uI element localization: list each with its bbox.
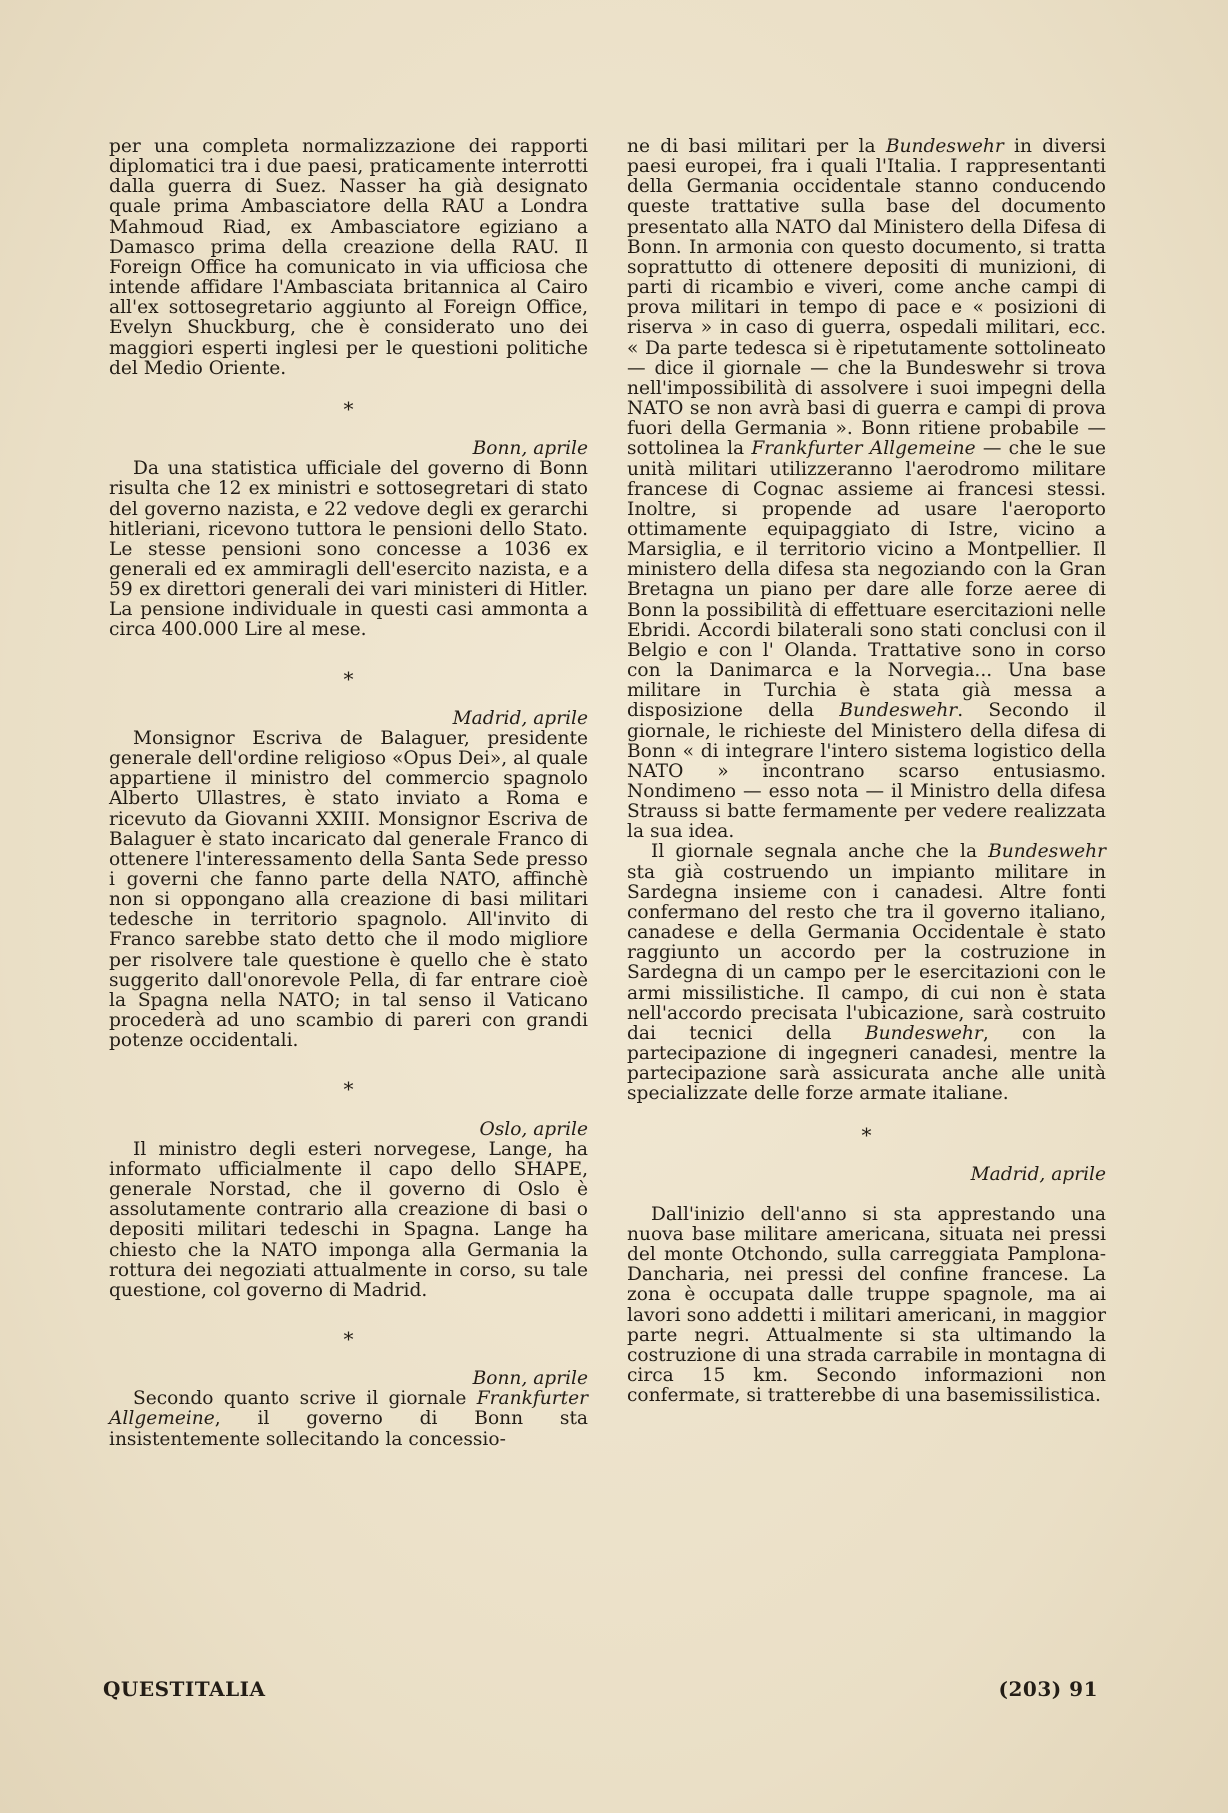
article-paragraph xyxy=(109,1389,588,1449)
article-paragraph: per una completa normalizzazione dei rapporti diplomatici tra i due paesi, praticamente interrotti dalla guerra di Suez. Nasser ha già designato quale prima Ambasciatore della RAU a Londra Mahmoud Riad, ex Ambasciatore egiziano a Damasco prima della creazione della RAU. Il Foreign Office ha comunicato in via ufficiosa che intende affidare l'Ambasciata britannica al Cairo all'ex sottosegretario aggiunto al Foreign Office, Evelyn Shuckburg, che è considerato uno dei maggiori esperti inglesi per le questioni politiche del Medio Oriente. xyxy=(109,136,588,379)
article-paragraph xyxy=(627,842,1106,1104)
article-paragraph: Da una statistica ufficiale del governo di Bonn risulta che 12 ex ministri e sottosegretari di stato del governo nazista, e 22 vedove degli ex gerarchi hitleriani, ricevono tuttora le pensioni dello Stato. Le stesse pensioni sono concesse a 1036 ex generali ed ex ammiragli dell'esercito nazista, e a 59 ex direttori generali dei vari ministeri di Hitler. La pensione individuale in questi casi ammonta a circa 400.000 Lire al mese. xyxy=(109,458,588,641)
dateline: Madrid, aprile xyxy=(452,707,588,729)
article-paragraph xyxy=(627,137,1106,842)
text-run: sta già costruendo un impianto militare in Sardegna insieme con i canadesi. Altre fonti confermano del resto che tra il governo italiano, canadese e della Germania Occidentale è stato raggiunto un accordo per la costruzione in Sardegna di un campo per le esercitazioni con le armi missilistiche. Il campo, di cui non è stata nell'accordo precisata l'ubicazione, sarà costruito dai tecnici della xyxy=(627,861,1106,1044)
italic-term: Bundeswehr xyxy=(988,841,1106,863)
section-separator-asterisk: * xyxy=(343,666,354,691)
article-paragraph: Il ministro degli esteri norvegese, Lange, ha informato ufficialmente il capo dello SHAPE, generale Norstad, che il governo di Oslo è assolutamente contrario alla creazione di basi o depositi militari tedeschi in Spagna. Lange ha chiesto che la NATO imponga alla Germania la rottura dei negoziati attualmente in corso, su tale questione, col governo di Madrid. xyxy=(109,1138,588,1301)
text-run: ne di basi militari per la xyxy=(627,136,886,157)
text-run: — che le sue unità militari utilizzeranno l'aerodromo militare francese di Cognac assieme ai francesi stessi. Inoltre, si propende ad usare l'aeroporto ottimamente equipaggiato di Istre, vicino a Marsiglia, e il territorio vicino a Montpellier. Il ministero della difesa sta negoziando con la Gran Bretagna un piano per dare alle forze aeree di Bonn la possibilità di effettuare esercitazioni nelle Ebridi. Accordi bilaterali sono stati conclusi con il Belgio e con l' Olanda. Trattative sono in corso con la Danimarca e la Norvegia... Una base militare in Turchia è stata già messa a disposizione della xyxy=(627,438,1106,722)
dateline: Bonn, aprile xyxy=(472,438,588,460)
dateline: Bonn, aprile xyxy=(472,1368,588,1390)
left-column xyxy=(109,137,588,1450)
dateline: Madrid, aprile xyxy=(970,1163,1106,1185)
article-paragraph: Monsignor Escriva de Balaguer, presidente generale dell'ordine religioso «Opus Dei», al quale appartiene il ministro del commercio spagnolo Alberto Ullastres, è stato inviato a Roma e ricevuto da Giovanni XXIII. Monsignor Escriva de Balaguer è stato incaricato dal generale Franco di ottenere l'interessamento della Santa Sede presso i governi che fanno parte della NATO, affinchè non si oppongano alla creazione di basi militari tedesche in territorio spagnolo. All'invito di Franco sarebbe stato detto che il modo migliore per risolvere tale questione è quello che è stato suggerito dall'onorevole Pella, di far entrare cioè la Spagna nella NATO; in tal senso il Vaticano procederà ad uno scambio di pareri con grandi potenze occidentali. xyxy=(109,727,588,1052)
section-separator-asterisk: * xyxy=(343,396,354,421)
section-separator-asterisk: * xyxy=(343,1077,354,1102)
italic-term: Bundeswehr xyxy=(885,136,1004,157)
italic-term: Bundeswehr xyxy=(839,700,958,722)
text-run: Il giornale segnala anche che la xyxy=(651,841,989,863)
section-separator-asterisk: * xyxy=(343,1326,354,1351)
newspaper-name: Frankfurter Allgemeine xyxy=(751,438,976,460)
page-number: (203) 91 xyxy=(998,1677,1098,1701)
dateline: Oslo, aprile xyxy=(479,1118,588,1140)
italic-term: Bundeswehr xyxy=(864,1022,983,1044)
journal-name: QUESTITALIA xyxy=(103,1677,266,1701)
right-column xyxy=(627,137,1106,1406)
article-paragraph: Dall'inizio dell'anno si sta apprestando una nuova base militare americana, situata nei pressi del monte Otchondo, sulla carreggiata Pamplona-Dancharia, nei pressi del confine francese. La zona è occupata dalle truppe spagnole, ma ai lavori sono addetti i militari americani, in maggior parte negri. Attualmente si sta ultimando la costruzione di una strada carrabile in montagna di circa 15 km. Secondo informazioni non confermate, si tratterebbe di una basemissilistica. xyxy=(627,1203,1106,1407)
text-run: in diversi paesi europei, fra i quali l'Italia. I rappresentanti della Germania occidentale stanno conducendo queste trattative sulla base del documento presentato alla NATO dal Ministero della Difesa di Bonn. In armonia con questo documento, si tratta soprattutto di ottenere depositi di munizioni, di parti di ricambio e viveri, come anche campi di prova militari in tempo di pace e « posizioni di riserva » in caso di guerra, ospedali militari, ecc. « Da parte tedesca si è ripetutamente sottolineato — dice il giornale — che la Bundeswehr si trova nell'impossibilità di assolvere i suoi impegni della NATO se non avrà basi di guerra e campi di prova fuori della Germania ». Bonn ritiene probabile — sottolinea la xyxy=(627,136,1106,460)
text-run: Secondo quanto scrive il giornale xyxy=(133,1388,477,1410)
newspaper-name: Frankfurter Allgemeine xyxy=(109,1388,588,1430)
text-run: , con la partecipazione di ingegneri canadesi, mentre la partecipazione sarà assicurata anche alle unità specializzate delle forze armate italiane. xyxy=(627,1022,1106,1105)
section-separator-asterisk: * xyxy=(861,1122,872,1147)
text-run: , il governo di Bonn sta insistentemente sollecitando la concessio- xyxy=(109,1408,588,1450)
text-run: . Secondo il giornale, le richieste del Ministero della difesa di Bonn « di integrare l'intero sistema logistico della NATO » incontrano scarso entusiasmo. Nondimeno — esso nota — il Ministro della difesa Strauss si batte fermamente per vedere realizzata la sua idea. xyxy=(627,700,1106,843)
